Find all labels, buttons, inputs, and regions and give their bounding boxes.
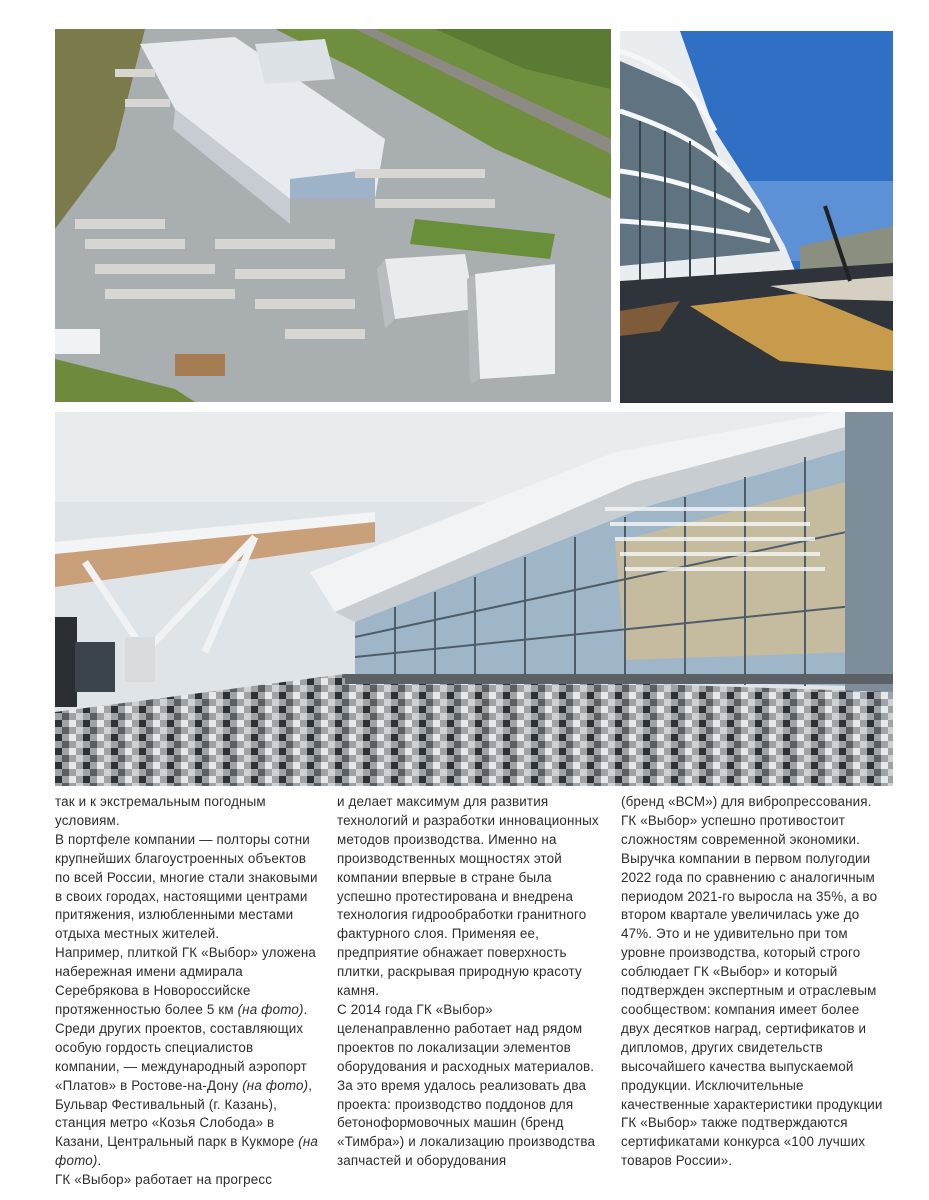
paragraph: ГК «Выбор» работает на прогресс (55, 1172, 273, 1188)
text-run: , Бульвар Фестивальный (г. Казань), станция метро «Козья Слобода» в Казани, Центральный парк в Кукморе (55, 1077, 313, 1150)
paragraph: С 2014 года ГК «Выбор» целенаправленно работает над рядом проектов по локализации элементов оборудования и расходных материалов. За это время удалось реализовать два проекта: производство поддонов для бетоноформовочных машин (бренд «Тимбра») и локализацию производства запчастей и оборудования (337, 1001, 596, 1169)
text-column-1 (55, 793, 321, 1190)
paragraph: и делает максимум для развития технологий и разработки инновационных методов производства. Именно на производственных мощностях этой компании впервые в стране была успешно протестирована и внедрена технология гидрообработки гранитного фактурного слоя. Применяя ее, предприятие обнажает поверхность плитки, раскрывая природную красоту камня. (337, 794, 599, 999)
text-run: Например, плиткой ГК «Выбор» уложена набережная имени адмирала Серебрякова в Новороссийске протяженностью более 5 км (55, 945, 316, 1017)
aerial-factory-illustration (55, 29, 611, 402)
paragraph: так и к экстремальным погодным условиям. (55, 794, 266, 828)
aerial-factory-photo (55, 29, 611, 402)
paragraph: В портфеле компании — полторы сотни крупнейших благоустроенных объектов по всей России, многие стали знаковыми в своих городах, настоящими центрами притяжения, излюбленными местами отдыха местных жителей. (55, 831, 318, 942)
text-run: . (97, 1153, 102, 1169)
text-run: . Среди других проектов, составляющих особую гордость специалистов компании, — международный аэропорт «Платов» в Ростове-на-Дону (55, 1001, 308, 1093)
text-column-3 (621, 793, 887, 1171)
photo-note: (на фото) (237, 1001, 304, 1017)
platov-airport-photo (55, 412, 893, 786)
airport-illustration (55, 412, 893, 786)
text-column-2 (337, 793, 603, 1171)
embankment-illustration (620, 31, 893, 403)
paragraph: ГК «Выбор» успешно противостоит сложностям современной экономики. Выручка компании в первом полугодии 2022 года по сравнению с аналогичным периодом 2021-го выросла на 35%, а во втором квартале увеличилась уже до 47%. Это и не удивительно при том уровне производства, который строго соблюдает ГК «Выбор» и который подтвержден экспертным и отраслевым сообществом: компания имеет более двух десятков наград, сертификатов и дипломов, других свидетельств высочайшего качества выпускаемой продукции. Исключительные качественные характеристики продукции ГК «Выбор» также подтверждаются сертификатами конкурса «100 лучших товаров России». (621, 812, 883, 1169)
article-text (55, 793, 893, 1188)
paragraph: (бренд «ВСМ») для вибропрессования. (621, 794, 872, 809)
photo-note: (на фото) (242, 1077, 309, 1093)
embankment-building-photo (620, 31, 893, 403)
paragraph (55, 944, 321, 1171)
photo-note: (на фото) (55, 1134, 318, 1169)
